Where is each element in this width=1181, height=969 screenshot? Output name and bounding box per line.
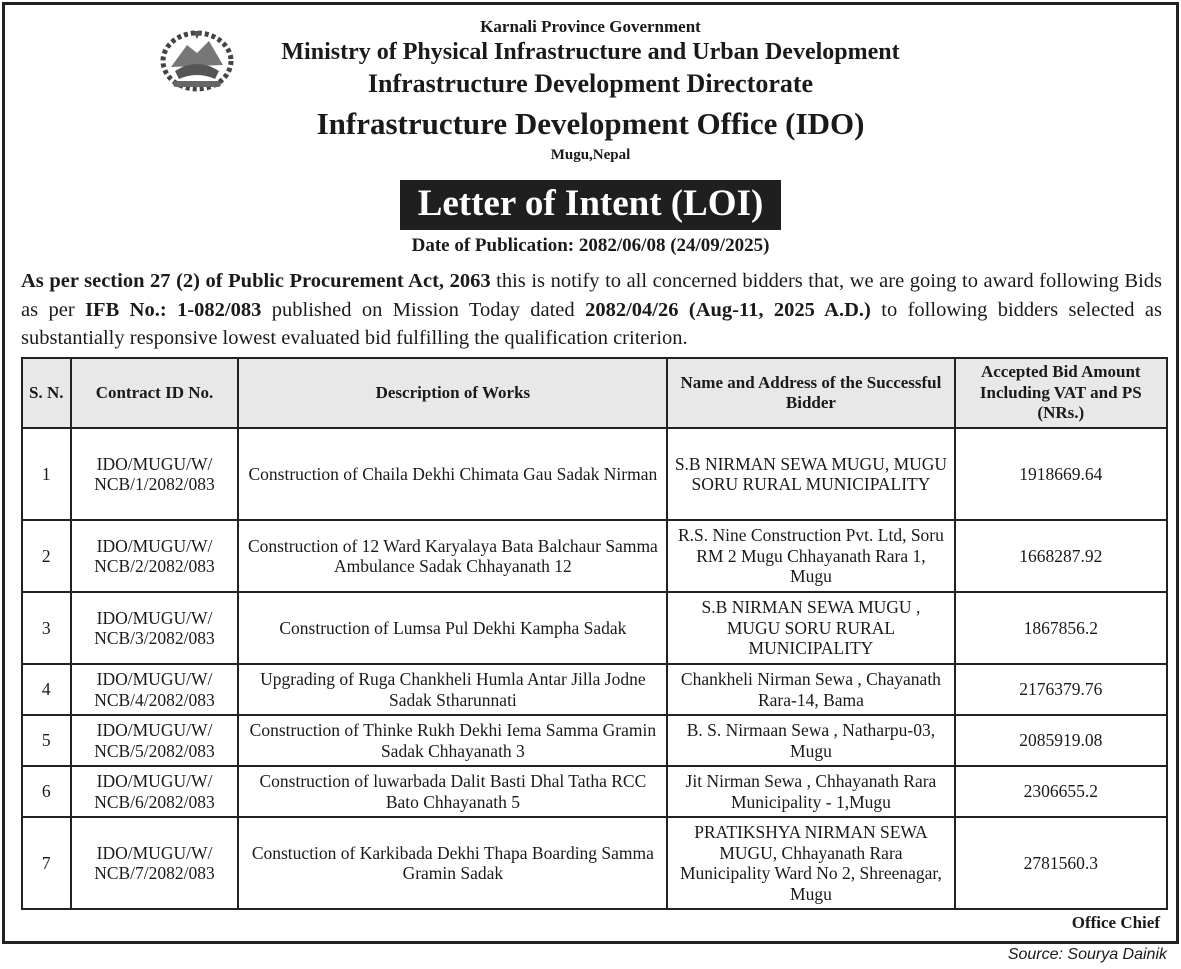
cell-contract-id: IDO/MUGU/W/ NCB/5/2082/083 — [71, 715, 239, 766]
cell-contract-id: IDO/MUGU/W/ NCB/6/2082/083 — [71, 766, 239, 817]
cell-description: Constuction of Karkibada Dekhi Thapa Boarding Samma Gramin Sadak — [238, 817, 667, 909]
table-row — [22, 428, 1167, 520]
header-bidder: Name and Address of the Successful Bidder — [667, 358, 954, 428]
cell-bidder: B. S. Nirmaan Sewa , Natharpu-03, Mugu — [667, 715, 954, 766]
cell-amount: 2306655.2 — [955, 766, 1167, 817]
cell-bidder: S.B NIRMAN SEWA MUGU , MUGU SORU RURAL MUNICIPALITY — [667, 592, 954, 664]
cell-contract-id: IDO/MUGU/W/ NCB/2/2082/083 — [71, 520, 239, 592]
intro-ifb-date: 2082/04/26 (Aug-11, 2025 A.D.) — [585, 298, 871, 321]
header-contract-id: Contract ID No. — [71, 358, 239, 428]
cell-sn: 7 — [22, 817, 71, 909]
notice-frame — [2, 2, 1179, 944]
table-row — [22, 664, 1167, 715]
cell-bidder: R.S. Nine Construction Pvt. Ltd, Soru RM 2 Mugu Chhayanath Rara 1, Mugu — [667, 520, 954, 592]
cell-contract-id: IDO/MUGU/W/ NCB/1/2082/083 — [71, 428, 239, 520]
cell-sn: 3 — [22, 592, 71, 664]
office-location: Mugu,Nepal — [550, 147, 631, 163]
intro-text-3: to following bidders selected as substantially responsive lowest evaluated bid fulfilling the qualification criterion. — [21, 298, 1162, 349]
source-credit: Source: Sourya Dainik — [1007, 946, 1167, 963]
cell-contract-id: IDO/MUGU/W/ NCB/3/2082/083 — [71, 592, 239, 664]
office-name: Infrastructure Development Office (IDO) — [316, 106, 865, 141]
table-row — [22, 592, 1167, 664]
table-row — [22, 766, 1167, 817]
cell-amount: 1668287.92 — [955, 520, 1167, 592]
cell-sn: 4 — [22, 664, 71, 715]
table-row — [22, 817, 1167, 909]
intro-paragraph — [21, 267, 1162, 353]
cell-amount: 2085919.08 — [955, 715, 1167, 766]
intro-text-2: published on Mission Today dated — [261, 298, 586, 321]
intro-text-1: this is notify to all concerned bidders that, we are going to award following Bids as per — [21, 270, 1163, 321]
directorate-name: Infrastructure Development Directorate — [367, 69, 814, 98]
awarded-bids-table — [21, 357, 1168, 910]
table-row — [22, 520, 1167, 592]
publication-date: Date of Publication: 2082/06/08 (24/09/2025) — [411, 235, 770, 256]
cell-amount: 1918669.64 — [955, 428, 1167, 520]
header-amount: Accepted Bid Amount Including VAT and PS (NRs.) — [955, 358, 1167, 428]
cell-amount: 1867856.2 — [955, 592, 1167, 664]
notice-title-wrap — [5, 180, 1176, 230]
table-row — [22, 715, 1167, 766]
cell-description: Construction of Chaila Dekhi Chimata Gau Sadak Nirman — [238, 428, 667, 520]
cell-bidder: Jit Nirman Sewa , Chhayanath Rara Municipality - 1,Mugu — [667, 766, 954, 817]
header-sn: S. N. — [22, 358, 71, 428]
signoff-office-chief: Office Chief — [1071, 913, 1160, 932]
cell-bidder: Chankheli Nirman Sewa , Chayanath Rara-14, Bama — [667, 664, 954, 715]
cell-description: Construction of 12 Ward Karyalaya Bata Balchaur Samma Ambulance Sadak Chhayanath 12 — [238, 520, 667, 592]
cell-description: Construction of Thinke Rukh Dekhi Iema Samma Gramin Sadak Chhayanath 3 — [238, 715, 667, 766]
ministry-name: Ministry of Physical Infrastructure and Urban Development — [281, 39, 900, 65]
intro-act-reference: As per section 27 (2) of Public Procurement Act, 2063 — [21, 270, 491, 292]
cell-sn: 2 — [22, 520, 71, 592]
government-name: Karnali Province Government — [480, 17, 701, 36]
cell-contract-id: IDO/MUGU/W/ NCB/7/2082/083 — [71, 817, 239, 909]
cell-sn: 5 — [22, 715, 71, 766]
cell-contract-id: IDO/MUGU/W/ NCB/4/2082/083 — [71, 664, 239, 715]
cell-amount: 2781560.3 — [955, 817, 1167, 909]
cell-sn: 6 — [22, 766, 71, 817]
cell-description: Upgrading of Ruga Chankheli Humla Antar Jilla Jodne Sadak Stharunnati — [238, 664, 667, 715]
cell-sn: 1 — [22, 428, 71, 520]
header-description: Description of Works — [238, 358, 667, 428]
cell-description: Construction of luwarbada Dalit Basti Dhal Tatha RCC Bato Chhayanath 5 — [238, 766, 667, 817]
intro-ifb-number: IFB No.: 1-082/083 — [85, 298, 262, 321]
cell-bidder: S.B NIRMAN SEWA MUGU, MUGU SORU RURAL MUNICIPALITY — [667, 428, 954, 520]
notice-title: Letter of Intent (LOI) — [400, 180, 782, 230]
cell-bidder: PRATIKSHYA NIRMAN SEWA MUGU, Chhayanath Rara Municipality Ward No 2, Shreenagar, Mugu — [667, 817, 954, 909]
cell-amount: 2176379.76 — [955, 664, 1167, 715]
cell-description: Construction of Lumsa Pul Dekhi Kampha Sadak — [238, 592, 667, 664]
table-header-row — [22, 358, 1167, 428]
